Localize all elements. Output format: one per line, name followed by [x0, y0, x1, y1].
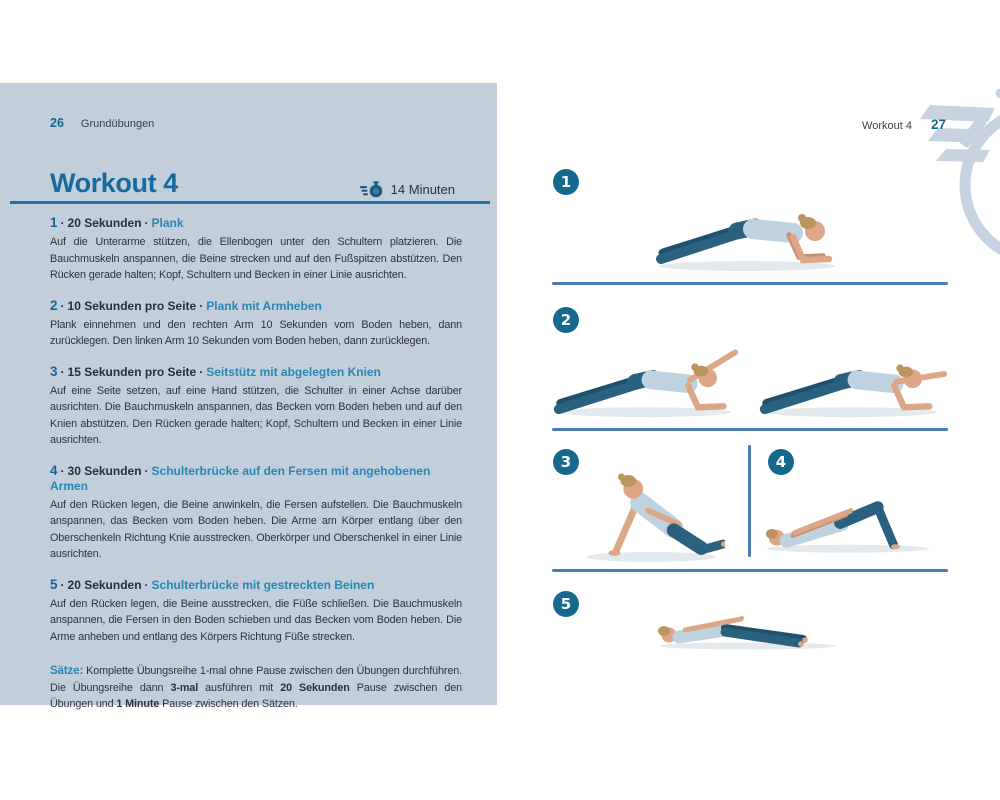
- exercise-number-badge: 3: [553, 449, 579, 475]
- exercise-description: Plank einnehmen und den rechten Arm 10 Sekunden vom Boden heben, dann zurücklegen. Den linken Arm 10 Sekunden vom Boden heben, dann zurücklegen.: [50, 318, 462, 347]
- duration-label: 14 Minuten: [390, 182, 455, 197]
- section-divider-vertical: [748, 445, 751, 557]
- side-support-knees-photo: [577, 461, 725, 565]
- exercise-duration: 15 Sekunden pro Seite: [67, 364, 197, 379]
- exercise-number: 1: [50, 215, 58, 230]
- section-label: Grundübungen: [80, 118, 155, 130]
- forearm-plank-photo: [647, 163, 847, 278]
- exercise-description: Auf eine Seite setzen, auf eine Hand stützen, die Schulter in einer Achse darüber ausrichten. Die Bauchmuskeln anspannen, das Becken vom Boden heben und auf den Knien abstützen. Den Rücken gerade halten; Kopf, Schultern und Becken in einer Linie ausrichten.: [50, 384, 462, 446]
- exercise-description: Auf den Rücken legen, die Beine anwinkeln, die Fersen aufstellen. Die Bauchmuskeln anspannen, das Becken vom Boden heben. Die Arme am Körper entlang über den Oberschenkeln Richtung Knie ausstrecken. Oberkörper und Oberschenkel in einer Linie ausrichten.: [50, 498, 462, 560]
- section-divider: [552, 428, 948, 431]
- shoulder-bridge-heels-photo: [761, 489, 939, 555]
- exercise-description: Auf den Rücken legen, die Beine ausstrecken, die Füße schließen. Die Bauchmuskeln anspannen, die Fersen in den Boden schieben und das Becken vom Boden heben. Die Arme anheben und entlang des Körpers Richtung Füße strecken.: [50, 597, 462, 643]
- exercise-name: Plank mit Armheben: [206, 298, 322, 313]
- exercise-item: 1 · 20 Sekunden · Plank Auf die Unterarme stützen, die Ellenbogen unter den Schultern platzieren. Die Bauchmuskeln anspannen, die Beine strecken und auf den Fußspitzen abstützen. Den Rücken gerade halten; Kopf, Schultern und Becken in einer Linie ausrichten.: [50, 215, 462, 284]
- section-divider: [552, 569, 948, 572]
- exercise-number-badge: 4: [768, 449, 794, 475]
- right-running-head: [862, 117, 946, 132]
- sets-label: Sätze:: [50, 665, 84, 677]
- workout-title: Workout 4: [50, 168, 178, 198]
- exercise-duration: 20 Sekunden: [67, 577, 142, 592]
- right-page-number: 27: [930, 117, 946, 132]
- plank-arm-raise-photo: [751, 323, 951, 421]
- exercise-number: 5: [50, 576, 58, 592]
- exercise-name: Seitstütz mit abgelegten Knien: [206, 364, 381, 379]
- shoulder-bridge-straight-legs-photo: [653, 603, 843, 651]
- left-page: [0, 83, 497, 710]
- stopwatch-icon: [360, 181, 385, 198]
- left-running-head: [50, 116, 154, 130]
- exercise-number: 2: [50, 297, 58, 313]
- workout-duration: [360, 181, 455, 198]
- exercise-duration: 20 Sekunden: [67, 216, 142, 230]
- exercise-number: 4: [50, 462, 58, 478]
- exercise-number-badge: 5: [553, 591, 579, 617]
- exercise-duration: 30 Sekunden: [67, 463, 142, 478]
- exercise-duration: 10 Sekunden pro Seite: [67, 298, 197, 313]
- section-divider: [552, 282, 948, 285]
- title-underline: [10, 201, 490, 204]
- exercise-number-badge: 1: [553, 169, 579, 195]
- exercise-item: 5 · 20 Sekunden · Schulterbrücke mit gestreckten Beinen Auf den Rücken legen, die Beine ausstrecken, die Füße schließen. Die Bauchmuskeln anspannen, die Fersen in den Boden schieben und das Becken vom Boden heben. Die Arme anheben und entlang des Körpers Richtung Füße strecken.: [50, 577, 462, 646]
- plank-arm-raise-photo: [547, 323, 743, 421]
- exercise-name: Schulterbrücke auf den Fersen mit angehobenen Armen: [50, 463, 431, 493]
- sets-text: Komplette Übungsreihe 1-mal ohne Pause zwischen den Übungen durchführen. Die Übungsreihe dann 3-mal ausführen mit 20 Sekunden Pause zwischen den Übungen und 1 Minute Pause zwischen den Sätzen.: [50, 665, 462, 710]
- exercise-item: 4 · 30 Sekunden · Schulterbrücke auf den Fersen mit angehobenen Armen Auf den Rücken legen, die Beine anwinkeln, die Fersen aufstellen. Die Bauchmuskeln anspannen, das Becken vom Boden heben. Die Arme am Körper entlang über den Oberschenkeln Richtung Knie ausstrecken. Oberkörper und Oberschenkel in einer Linie ausrichten.: [50, 463, 462, 563]
- left-page-number: 26: [50, 116, 64, 130]
- exercise-name: Plank: [151, 216, 184, 230]
- exercise-item: 3 · 15 Sekunden pro Seite · Seitstütz mit abgelegten Knien Auf eine Seite setzen, auf eine Hand stützen, die Schulter in einer Achse darüber ausrichten. Die Bauchmuskeln anspannen, das Becken vom Boden heben und auf den Knien abstützen. Den Rücken gerade halten; Kopf, Schultern und Becken in einer Linie ausrichten.: [50, 364, 462, 449]
- stopwatch-watermark: [900, 80, 1000, 305]
- exercise-description: Auf die Unterarme stützen, die Ellenbogen unter den Schultern platzieren. Die Bauchmuskeln anspannen, die Beine strecken und auf den Fußspitzen abstützen. Den Rücken gerade halten; Kopf, Schultern und Becken in einer Linie ausrichten.: [50, 236, 462, 281]
- exercise-number: 3: [50, 363, 58, 379]
- right-page: [497, 83, 1000, 705]
- exercise-name: Schulterbrücke mit gestreckten Beinen: [151, 577, 375, 592]
- sets-note: [50, 663, 462, 713]
- exercise-list: [50, 215, 462, 713]
- exercise-number-badge: 2: [553, 307, 579, 333]
- right-header-label: Workout 4: [862, 120, 912, 132]
- exercise-item: 2 · 10 Sekunden pro Seite · Plank mit Armheben Plank einnehmen und den rechten Arm 10 Sekunden vom Boden heben, dann zurücklegen. Den linken Arm 10 Sekunden vom Boden heben, dann zurücklegen.: [50, 298, 462, 350]
